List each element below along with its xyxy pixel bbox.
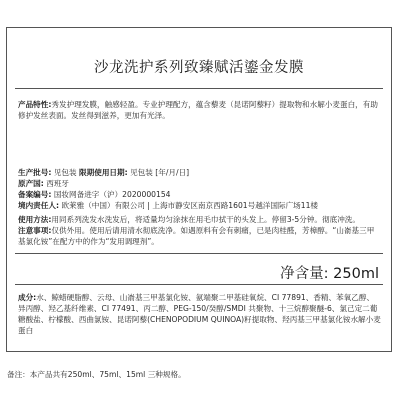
net-content-value: 250ml [333,266,379,282]
caution-row [18,225,381,247]
agent-value: 欧莱雅（中国）有限公司 | 上海市静安区南京西路1601号越洋国际广场11楼 [61,201,319,210]
product-properties-label: 产品特性: [18,100,52,109]
batch-value: 见包装 [53,168,77,177]
record-value: 国妆网备进字（沪）2020000154 [53,190,171,199]
divider-middle [15,253,383,254]
batch-label: 生产批号: [18,168,52,177]
record-row [18,189,381,200]
usage-block [18,214,381,247]
ingredients-label: 成分: [18,293,37,302]
expiry-label: 限期使用日期: [79,168,128,177]
batch-row [18,167,381,178]
net-content-label: 净含量: [280,266,329,282]
net-content [280,262,379,283]
ingredients-text: 水、鲸蜡硬脂醇、云母、山嵛基三甲基氯化铵、氨端聚二甲基硅氧烷、CI 77891、香精、苯氧乙醇、异丙醇、羟乙基纤维素、CI 77491、丙二醇、PEG-150/癸醇/SMDI 共聚物、十三烷醇聚醚-6、氯己定二葡糖酸盐、柠檬酸、西曲氯铵、昆诺阿藜(CHENOPODIUM QUINOA)籽提取物、羟丙基三甲基氯化铵水解小麦蛋白 [18,293,381,335]
caution-value: 仅供外用。使用后请用清水彻底洗净。如遇原料有会有刺痛，已是肉桂醛，芳樟醇。“山嵛基三甲基氯化铵”在配方中的作为“发用调理剂”。 [18,226,375,246]
usage-row [18,214,381,225]
footnote: 备注：本产品共有250ml、75ml、15ml 三种规格。 [7,370,186,379]
agent-label: 境内责任人: [18,201,60,210]
caution-label: 注意事项: [18,226,52,235]
divider-bottom [15,284,383,285]
product-info-block [18,167,381,211]
usage-value: 用同系列洗发水洗发后，将适量均匀涂抹在用毛巾拭干的头发上。停留3-5分钟。彻底冲洗。 [51,215,360,224]
agent-row [18,200,381,211]
origin-row [18,178,381,189]
usage-label: 使用方法: [18,215,52,224]
ingredients-block [18,292,381,336]
origin-value: 西班牙 [46,179,70,188]
origin-label: 原产国: [18,179,44,188]
record-label: 备案编号: [18,190,52,199]
product-properties [18,99,381,121]
product-label-card [6,27,392,352]
product-title: 沙龙洗护系列致臻赋活鎏金发膜 [94,60,304,76]
divider-top [15,88,383,89]
expiry-value: 见包装 [年/月/日] [130,168,190,177]
product-properties-text: 秀发护理发膜，触感轻盈。专业护理配方，蕴含藜麦（昆诺阿藜籽）提取物和水解小麦蛋白，有助修护发丝表面。发丝得到滋养，更加有光泽。 [18,100,378,120]
